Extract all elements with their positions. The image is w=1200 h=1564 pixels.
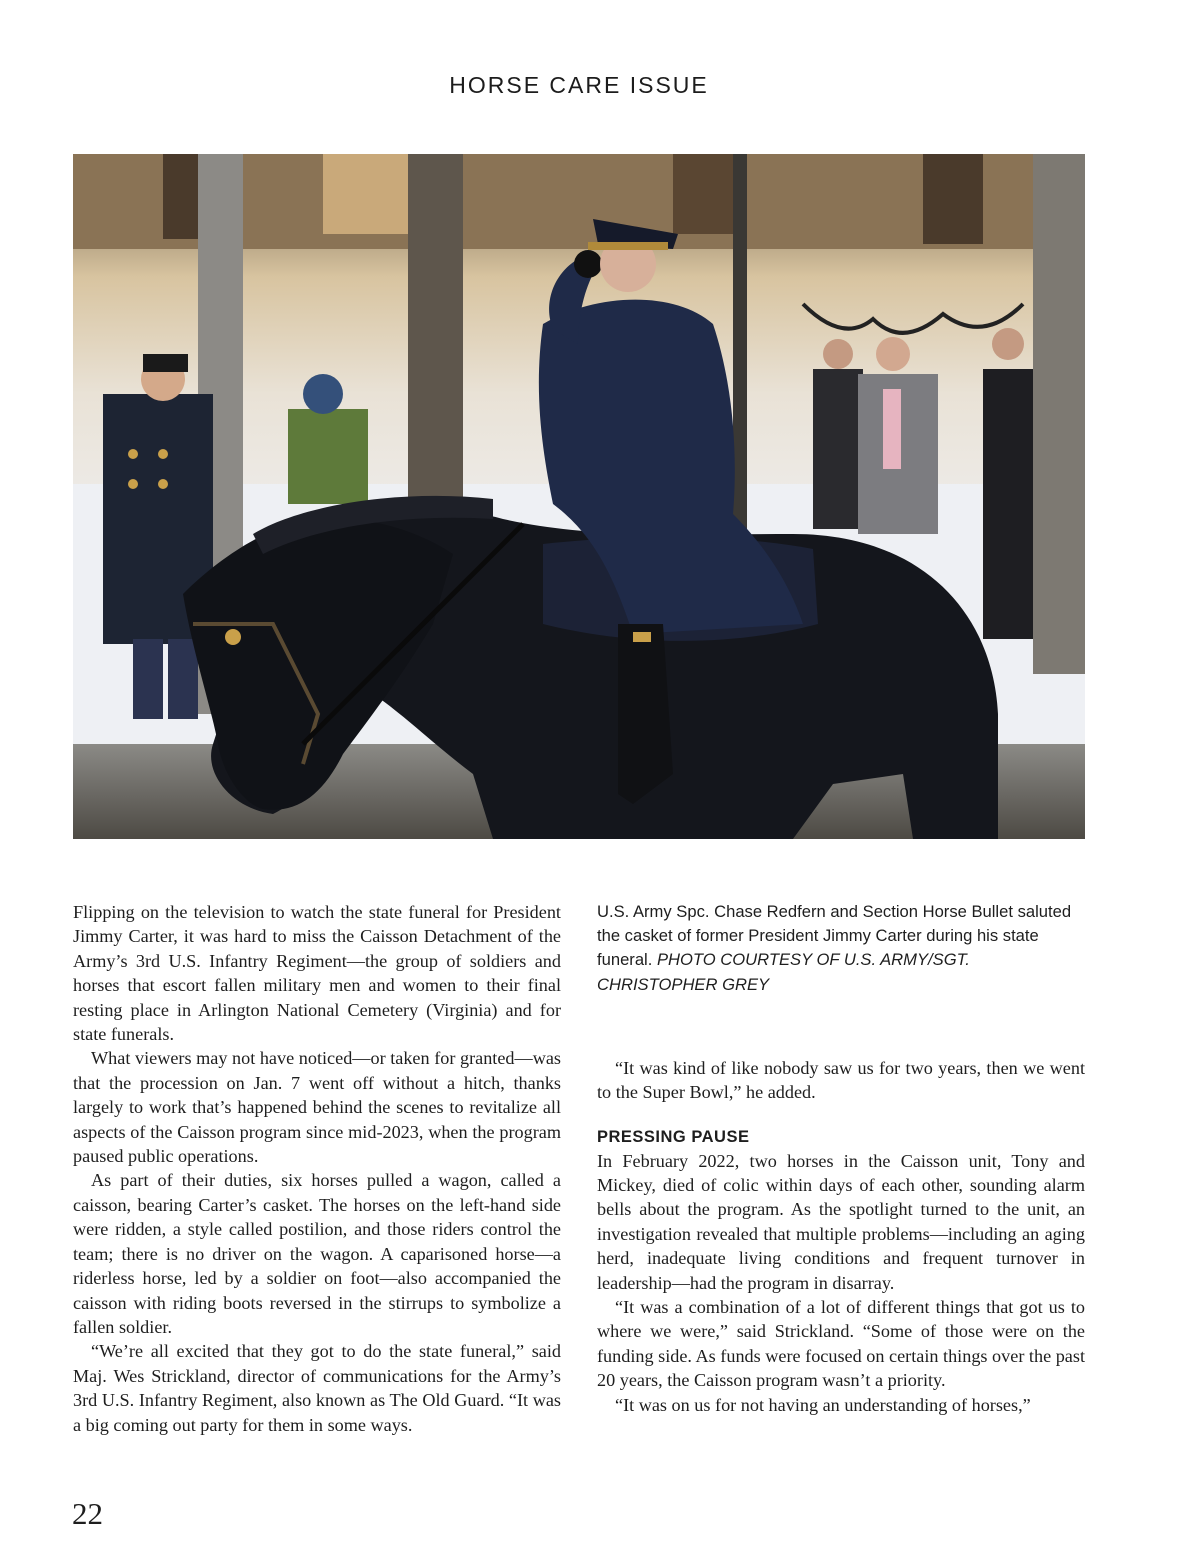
article-paragraph: In February 2022, two horses in the Caisson unit, Tony and Mickey, died of colic within days of each other, sounding alarm bells about the program. As the spotlight turned to the unit, an investigation revealed that multiple problems—including an aging herd, inadequate living conditions and frequent turnover in leadership—had the program in disarray.: [597, 1150, 1085, 1293]
article-paragraph: As part of their duties, six horses pulled a wagon, called a caisson, bearing Carter’s casket. The horses on the left-hand side were ridden, a style called postilion, and those riders control the team; there is no driver on the wagon. A caparisoned horse—a riderless horse, led by a soldier on foot—also accompanied the caisson with riding boots reversed in the stirrups to symbolize a fallen soldier.: [73, 1170, 561, 1337]
article-paragraph: “It was a combination of a lot of different things that got us to where we were,” said Strickland. “Some of those were on the funding side. As funds were focused on certain things over the past 20 years, the Caisson program wasn’t a priority.: [597, 1297, 1085, 1391]
article-paragraph: Flipping on the television to watch the state funeral for President Jimmy Carter, it was hard to miss the Caisson Detachment of the Army’s 3rd U.S. Infantry Regiment—the group of soldiers and horses that escort fallen military men and women to their final resting place in Arlington National Cemetery (Virginia) and for state funerals.: [73, 902, 561, 1045]
article-paragraph: “It was on us for not having an understanding of horses,”: [615, 1394, 1031, 1415]
article-paragraph: What viewers may not have noticed—or taken for granted—was that the procession on Jan. 7 went off without a hitch, thanks largely to work that’s happened behind the scenes to revitalize all aspects of the Caisson program since mid-2023, when the program paused public operations.: [73, 1048, 561, 1167]
page-number: 22: [72, 1496, 103, 1531]
article-paragraph: “We’re all excited that they got to do the state funeral,” said Maj. Wes Strickland, director of communications for the Army’s 3rd U.S. Infantry Regiment, also known as The Old Guard. “It was a big coming out party for them in some ways.: [73, 1341, 561, 1435]
article-paragraph: “It was kind of like nobody saw us for two years, then we went to the Super Bowl,” he added.: [597, 1057, 1085, 1103]
rider-saluting-on-black-horse-photo: [73, 154, 1085, 839]
article-right-column: [597, 900, 1085, 1417]
article-left-column: [73, 900, 561, 1437]
section-subhead: PRESSING PAUSE: [597, 1127, 750, 1146]
photo-caption-text: U.S. Army Spc. Chase Redfern and Section Horse Bullet saluted the casket of former President Jimmy Carter during his state funeral.: [597, 902, 1072, 970]
photo-caption: [597, 900, 1085, 997]
section-title: HORSE CARE ISSUE: [449, 72, 709, 98]
photo-credit: PHOTO COURTESY OF U.S. ARMY/SGT. CHRISTOPHER GREY: [597, 950, 970, 994]
